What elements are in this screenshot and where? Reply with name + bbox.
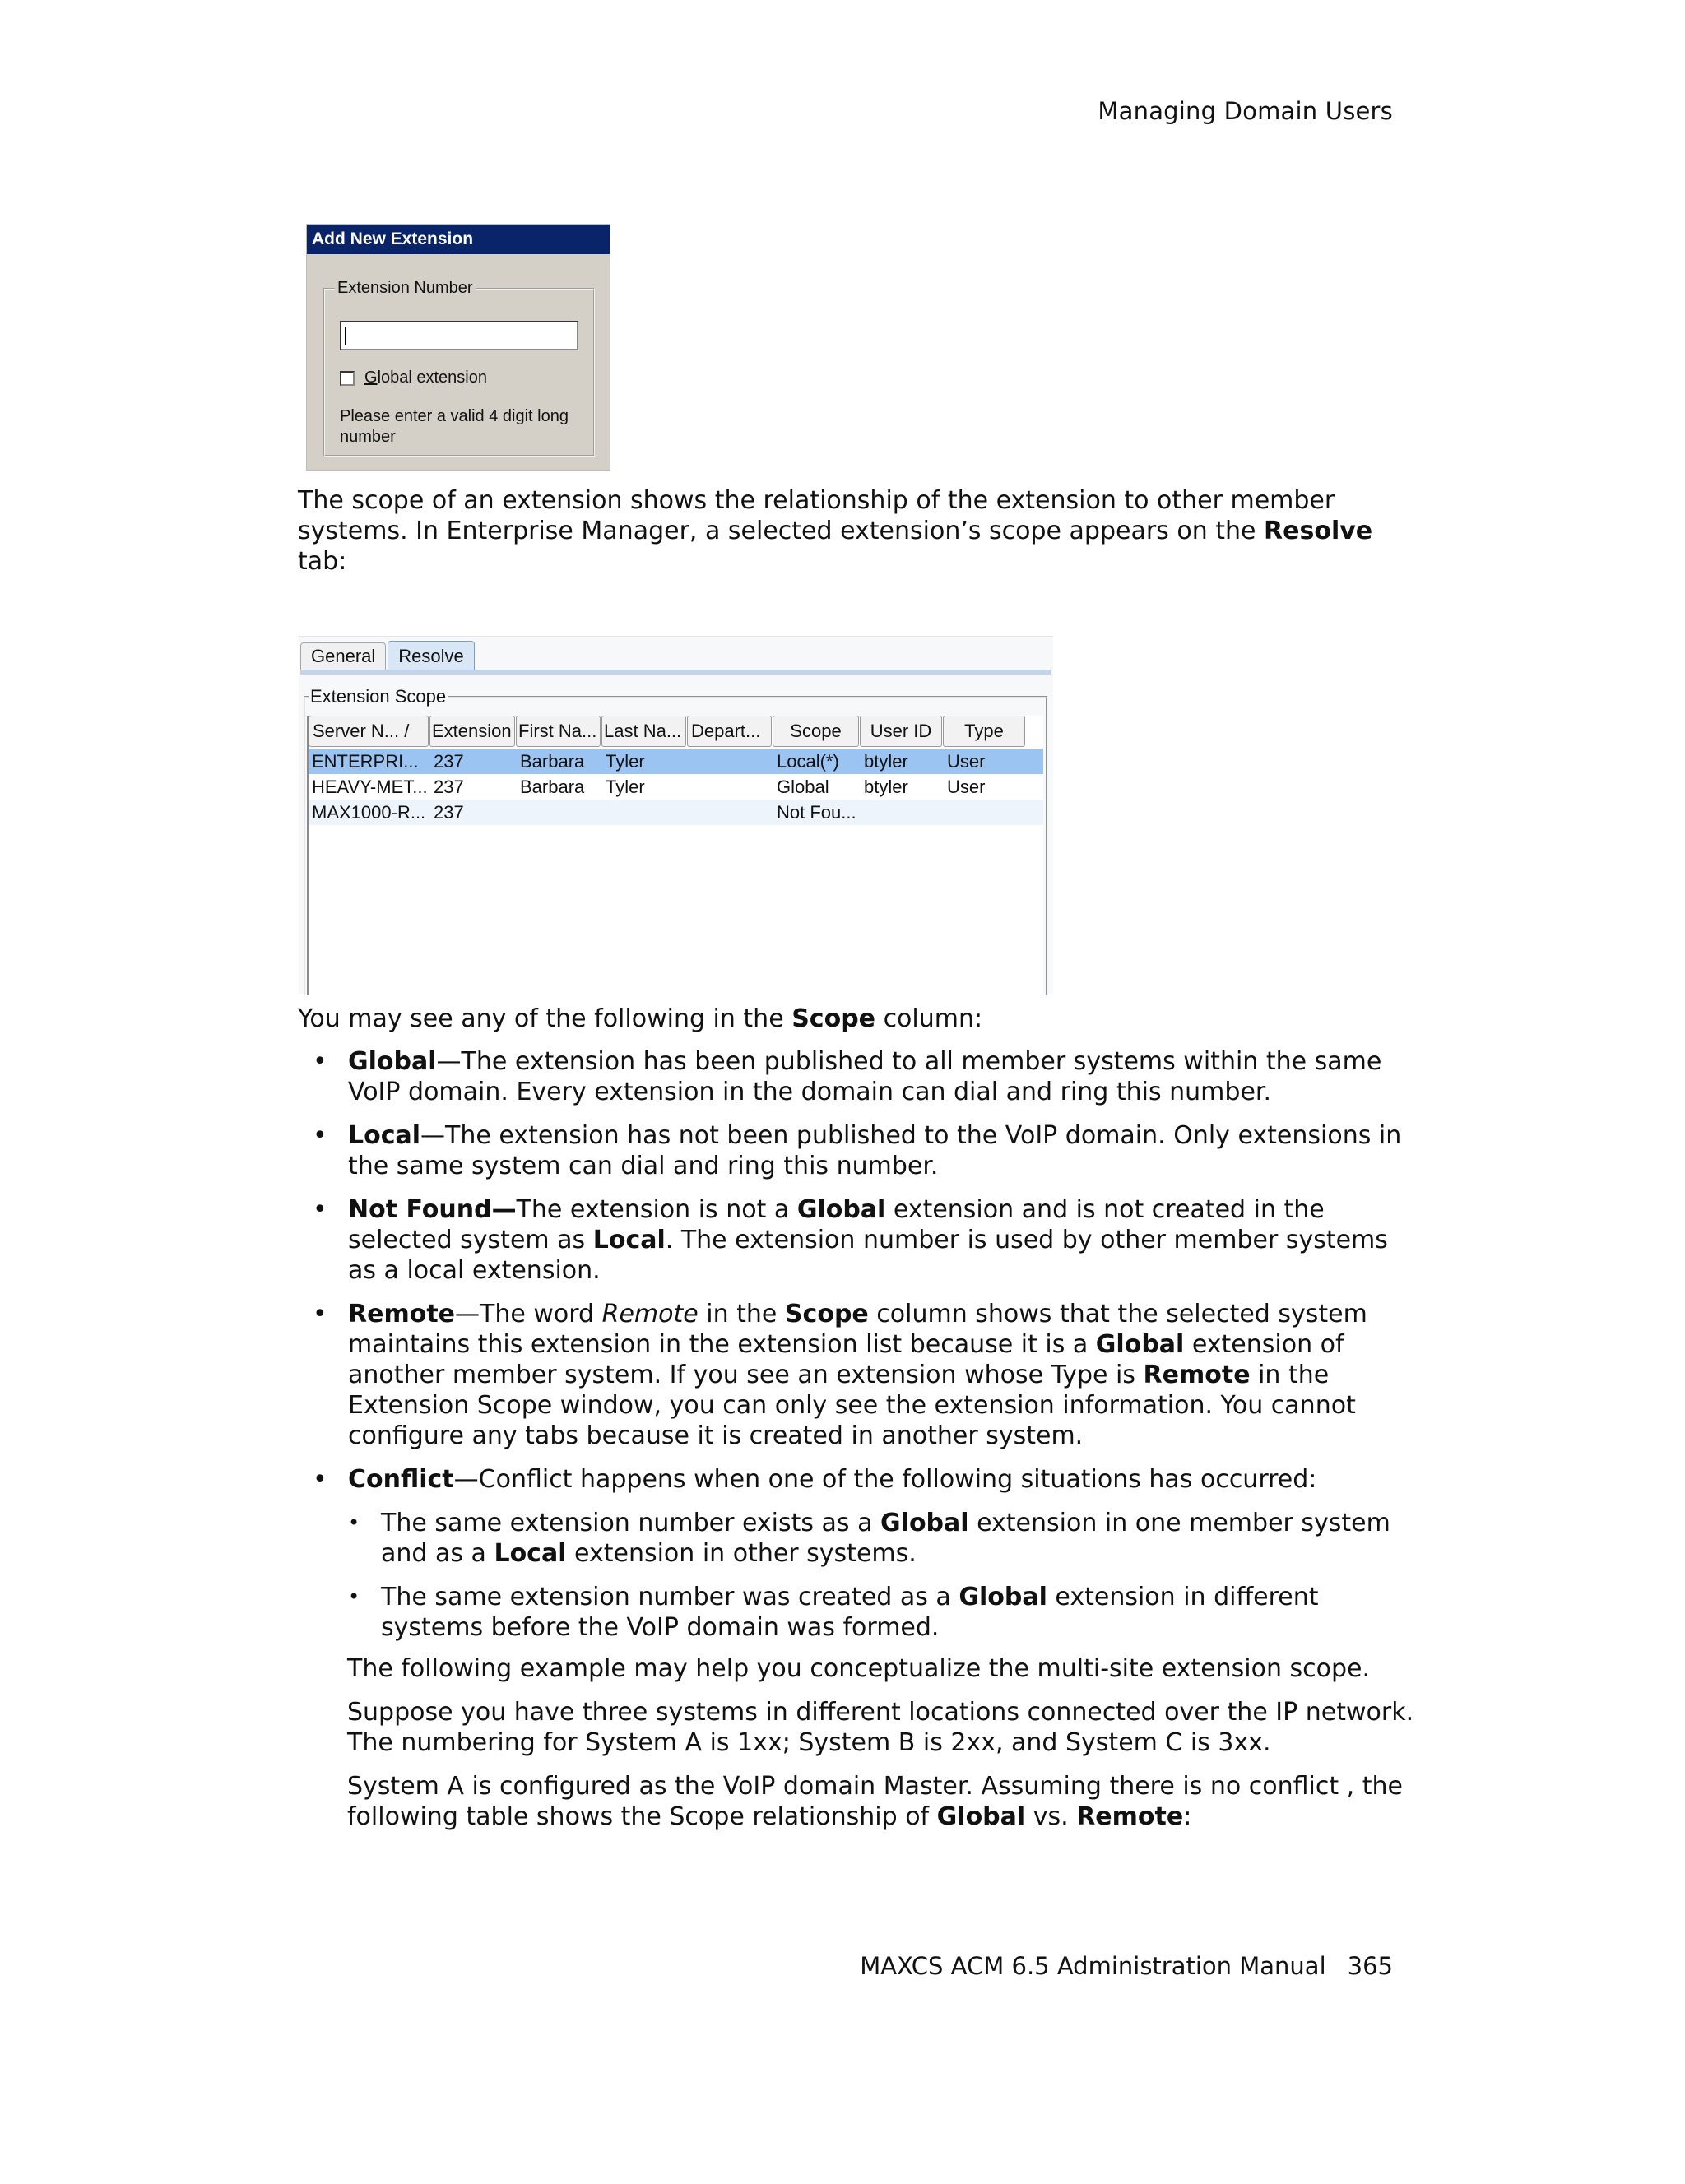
sub-bullet: • The same extension number exists as a Global extension in one member system and as a Local extension in other systems. bbox=[348, 1508, 1407, 1569]
page-footer bbox=[860, 1952, 1393, 1980]
cell-last-name: Tyler bbox=[606, 751, 645, 772]
resolve-tab-panel bbox=[299, 636, 1053, 994]
bullet-local: • Local—The extension has not been published to the VoIP domain. Only extensions in the same system can dial and ring this number. bbox=[313, 1120, 1407, 1181]
column-header-server-name[interactable]: Server N... / bbox=[309, 716, 429, 747]
column-header-extension[interactable]: Extension bbox=[429, 716, 515, 747]
cell-first-name bbox=[517, 800, 601, 825]
cell-first-name: Barbara bbox=[520, 777, 585, 797]
global-extension-checkbox[interactable] bbox=[340, 371, 355, 386]
extension-number-group bbox=[323, 279, 595, 457]
cell-user-id: btyler bbox=[864, 751, 908, 772]
scope-intro-paragraph: You may see any of the following in the Scope column: bbox=[298, 1004, 983, 1033]
global-extension-option[interactable] bbox=[340, 369, 487, 387]
column-header-first-name[interactable]: First Na... bbox=[516, 716, 601, 747]
global-extension-label: Global extension bbox=[364, 369, 487, 387]
cell-type bbox=[944, 800, 1026, 825]
page-number: 365 bbox=[1347, 1952, 1393, 1980]
cell-type: User bbox=[947, 751, 986, 772]
cell-scope: Local(*) bbox=[777, 751, 839, 772]
master-paragraph: System A is configured as the VoIP domain Master. Assuming there is no conflict , the following table shows the Scope relationship of Global vs. Remote: bbox=[347, 1772, 1403, 1831]
bullet-global: • Global—The extension has been published to all member systems within the same VoIP domain. Every extension in the domain can dial and ring this number. bbox=[313, 1046, 1407, 1107]
cell-department bbox=[688, 749, 773, 774]
cell-server-name: HEAVY-MET... bbox=[312, 777, 428, 797]
validation-note: Please enter a valid 4 digit long number bbox=[340, 407, 569, 446]
cell-server-name: MAX1000-R... bbox=[312, 802, 426, 823]
cell-last-name: Tyler bbox=[606, 777, 645, 797]
tab-divider bbox=[300, 670, 1051, 675]
scope-values-list bbox=[313, 1046, 1407, 1656]
tab-resolve[interactable]: Resolve bbox=[388, 641, 474, 670]
sub-bullet: • The same extension number was created as a Global extension in different systems before the VoIP domain was formed. bbox=[348, 1582, 1407, 1643]
column-header-type[interactable]: Type bbox=[943, 716, 1025, 747]
cell-last-name bbox=[602, 800, 687, 825]
table-header bbox=[309, 716, 1043, 749]
add-new-extension-dialog bbox=[306, 224, 610, 471]
extension-number-label: Extension Number bbox=[337, 279, 473, 297]
table-row[interactable] bbox=[309, 800, 1043, 825]
extension-scope-label: Extension Scope bbox=[310, 686, 447, 707]
cell-user-id: btyler bbox=[864, 777, 908, 797]
table-row[interactable] bbox=[309, 774, 1043, 800]
bullet-not-found: • Not Found—The extension is not a Global extension and is not created in the selected system as Local. The extension number is used by other member systems as a local extension. bbox=[313, 1194, 1407, 1286]
column-header-last-name[interactable]: Last Na... bbox=[601, 716, 686, 747]
cell-scope: Not Fou... bbox=[777, 802, 856, 823]
tab-strip bbox=[300, 640, 476, 670]
extension-scope-table bbox=[307, 716, 1043, 995]
running-header: Managing Domain Users bbox=[1098, 97, 1393, 125]
cell-extension: 237 bbox=[434, 777, 464, 797]
bullet-conflict: • Conflict—Conflict happens when one of the following situations has occurred: • The same extension number exists as a Global extension in one member system and as a Local extension in other systems. • The same extension number was created as a Global extension in different systems before the VoIP domain was formed. bbox=[313, 1464, 1407, 1643]
cell-first-name: Barbara bbox=[520, 751, 585, 772]
dialog-title: Add New Extension bbox=[307, 225, 610, 254]
cell-user-id bbox=[861, 800, 943, 825]
manual-title: MAXCS ACM 6.5 Administration Manual bbox=[860, 1952, 1326, 1980]
systems-paragraph: Suppose you have three systems in different locations connected over the IP network. The numbering for System A is 1xx; System B is 2xx, and System C is 3xx. bbox=[347, 1698, 1414, 1757]
cell-extension: 237 bbox=[434, 802, 464, 823]
cell-scope: Global bbox=[777, 777, 829, 797]
column-header-user-id[interactable]: User ID bbox=[860, 716, 942, 747]
intro-paragraph: The scope of an extension shows the relationship of the extension to other member systems. In Enterprise Manager, a selected extension’s scope appears on the Resolve tab: bbox=[298, 486, 1373, 576]
cell-type: User bbox=[947, 777, 986, 797]
cell-department bbox=[688, 800, 773, 825]
extension-number-input[interactable] bbox=[340, 321, 578, 350]
tab-general[interactable]: General bbox=[300, 642, 386, 670]
bullet-remote: • Remote—The word Remote in the Scope column shows that the selected system maintains this extension in the extension list because it is a Global extension of another member system. If you see an extension whose Type is Remote in the Extension Scope window, you can only see the extension information. You cannot configure any tabs because it is created in another system. bbox=[313, 1299, 1407, 1451]
column-header-department[interactable]: Depart... bbox=[687, 716, 772, 747]
table-row[interactable] bbox=[309, 749, 1043, 774]
cell-department bbox=[688, 774, 773, 800]
cell-server-name: ENTERPRI... bbox=[312, 751, 419, 772]
conflict-situations-list bbox=[348, 1508, 1407, 1643]
example-intro-paragraph: The following example may help you conceptualize the multi-site extension scope. bbox=[347, 1654, 1371, 1683]
column-header-scope[interactable]: Scope bbox=[773, 716, 859, 747]
cell-extension: 237 bbox=[434, 751, 464, 772]
